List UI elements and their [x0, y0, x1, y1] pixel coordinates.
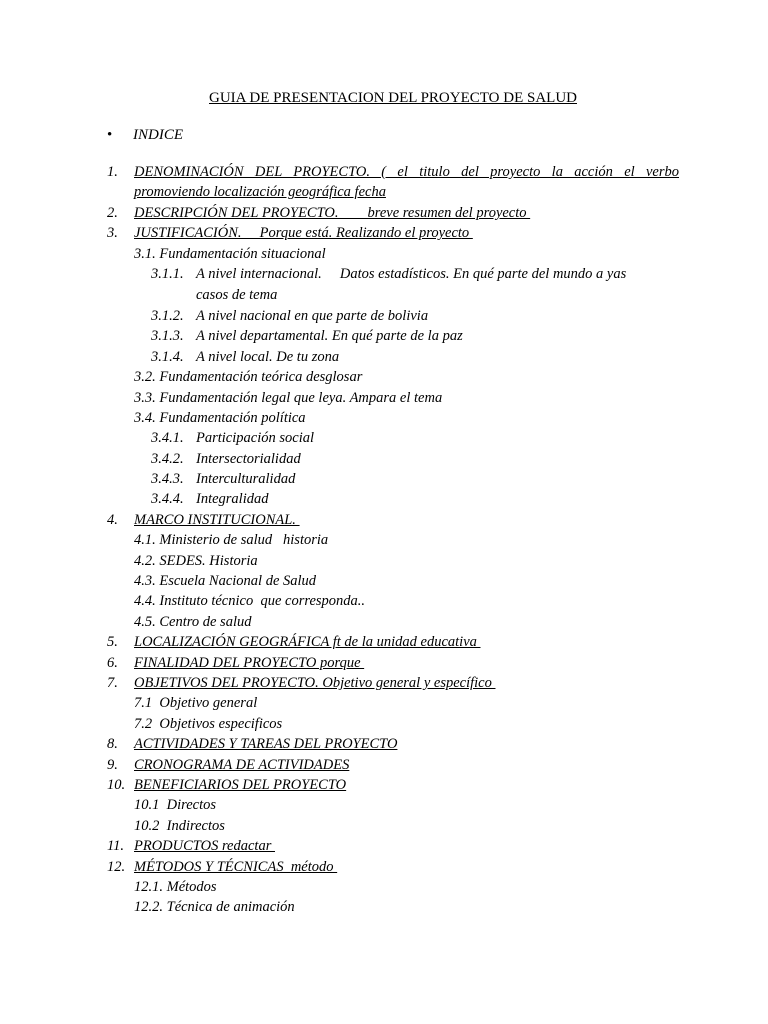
outline-item-3 [0, 223, 768, 243]
outline-item-7-2 [0, 714, 768, 734]
item-number: 2. [107, 204, 118, 221]
item-text: JUSTIFICACIÓN. Porque está. Realizando el proyecto [134, 225, 473, 242]
item-number: 8. [107, 736, 118, 753]
item-number: 10. [107, 776, 126, 793]
item-text: Integralidad [196, 491, 269, 508]
item-text-continuation: promoviendo localización geográfica fecha [134, 184, 386, 201]
item-text: 12.1. Métodos [134, 878, 217, 895]
outline-item-12-2 [0, 897, 768, 917]
outline-list [0, 162, 768, 918]
item-number: 3.1.2. [151, 307, 184, 324]
item-text: 12.2. Técnica de animación [134, 899, 295, 916]
item-text: Intersectorialidad [196, 450, 301, 467]
outline-item-3-1-2 [0, 306, 768, 326]
outline-item-12 [0, 857, 768, 877]
item-text: 7.1 Objetivo general [134, 695, 258, 712]
item-text: 4.4. Instituto técnico que corresponda.. [134, 593, 366, 610]
outline-item-4-4 [0, 591, 768, 611]
bullet-icon: • [107, 127, 113, 143]
outline-item-5 [0, 632, 768, 652]
item-text: CRONOGRAMA DE ACTIVIDADES [134, 756, 350, 773]
outline-item-3-1-3 [0, 326, 768, 346]
outline-item-8 [0, 734, 768, 754]
outline-item-3-4-4 [0, 489, 768, 509]
outline-item-4 [0, 510, 768, 530]
item-text: 4.2. SEDES. Historia [134, 552, 258, 569]
item-number: 3. [107, 225, 118, 242]
item-text: FINALIDAD DEL PROYECTO porque [134, 654, 365, 671]
outline-item-3-1-4 [0, 347, 768, 367]
outline-item-10 [0, 775, 768, 795]
item-text: MARCO INSTITUCIONAL. [134, 511, 300, 528]
outline-item-4-5 [0, 612, 768, 632]
outline-item-1 [0, 162, 768, 182]
outline-item-12-1 [0, 877, 768, 897]
item-number: 11. [107, 838, 125, 855]
document-title: GUIA DE PRESENTACION DEL PROYECTO DE SALUD [209, 90, 577, 106]
item-text: 4.3. Escuela Nacional de Salud [134, 573, 317, 590]
item-text: 3.3. Fundamentación legal que leya. Ampara el tema [134, 389, 443, 406]
outline-item-9 [0, 755, 768, 775]
item-number: 3.4.4. [151, 491, 184, 508]
item-text: Participación social [196, 430, 314, 447]
item-number: 9. [107, 756, 118, 773]
item-text: LOCALIZACIÓN GEOGRÁFICA ft de la unidad educativa [134, 634, 481, 651]
outline-item-11 [0, 836, 768, 856]
item-text: 4.1. Ministerio de salud historia [134, 532, 329, 549]
item-number: 4. [107, 511, 118, 528]
outline-item-7 [0, 673, 768, 693]
outline-item-6 [0, 653, 768, 673]
item-text-continuation: casos de tema [196, 286, 278, 303]
item-number: 3.4.2. [151, 450, 184, 467]
item-number: 5. [107, 634, 118, 651]
outline-item-4-3 [0, 571, 768, 591]
item-text: 3.1. Fundamentación situacional [134, 245, 326, 262]
item-number: 3.4.3. [151, 471, 184, 488]
outline-item-3-3 [0, 388, 768, 408]
outline-item-3-4-2 [0, 449, 768, 469]
item-number: 6. [107, 654, 118, 671]
outline-item-3-1 [0, 244, 768, 264]
outline-item-4-1 [0, 530, 768, 550]
item-text: ACTIVIDADES Y TAREAS DEL PROYECTO [134, 736, 398, 753]
item-number: 3.1.3. [151, 328, 184, 345]
item-text: 10.1 Directos [134, 797, 217, 814]
item-text: A nivel nacional en que parte de bolivia [196, 307, 429, 324]
outline-item-7-1 [0, 693, 768, 713]
outline-item-10-2 [0, 816, 768, 836]
item-text: 10.2 Indirectos [134, 817, 225, 834]
outline-item-4-2 [0, 551, 768, 571]
item-text: PRODUCTOS redactar [134, 838, 275, 855]
outline-item-3-4-1 [0, 428, 768, 448]
item-text: 4.5. Centro de salud [134, 613, 252, 630]
item-text: DENOMINACIÓN DEL PROYECTO. ( el titulo del proyecto la acción el verbo [134, 164, 679, 180]
item-text: BENEFICIARIOS DEL PROYECTO [134, 776, 347, 793]
item-text: A nivel local. De tu zona [196, 348, 340, 365]
outline-item-2 [0, 203, 768, 223]
item-number: 3.4.1. [151, 430, 184, 447]
item-text: OBJETIVOS DEL PROYECTO. Objetivo general y específico [134, 674, 496, 691]
item-number: 3.1.4. [151, 348, 184, 365]
item-number: 7. [107, 674, 118, 691]
item-number: 1. [107, 164, 118, 180]
outline-item-3-4-3 [0, 469, 768, 489]
item-number: 12. [107, 858, 126, 875]
item-text: A nivel departamental. En qué parte de la paz [196, 328, 463, 345]
item-text: Interculturalidad [196, 471, 296, 488]
outline-item-3-4 [0, 408, 768, 428]
item-text: A nivel internacional. Datos estadísticos. En qué parte del mundo a yas [196, 265, 627, 282]
item-text: DESCRIPCIÓN DEL PROYECTO. breve resumen del proyecto [134, 204, 531, 221]
item-text: 3.4. Fundamentación política [134, 409, 306, 426]
item-text: 3.2. Fundamentación teórica desglosar [134, 369, 363, 386]
outline-item-3-2 [0, 367, 768, 387]
item-text: MÉTODOS Y TÉCNICAS método [134, 858, 338, 875]
item-number: 3.1.1. [151, 265, 184, 282]
outline-item-1-continuation [0, 182, 768, 202]
outline-item-10-1 [0, 795, 768, 815]
outline-item-3-1-1-continuation [0, 285, 768, 306]
outline-item-3-1-1 [0, 264, 768, 285]
item-text: 7.2 Objetivos especificos [134, 715, 283, 732]
index-bullet-item [107, 127, 183, 144]
index-label: INDICE [133, 127, 183, 143]
